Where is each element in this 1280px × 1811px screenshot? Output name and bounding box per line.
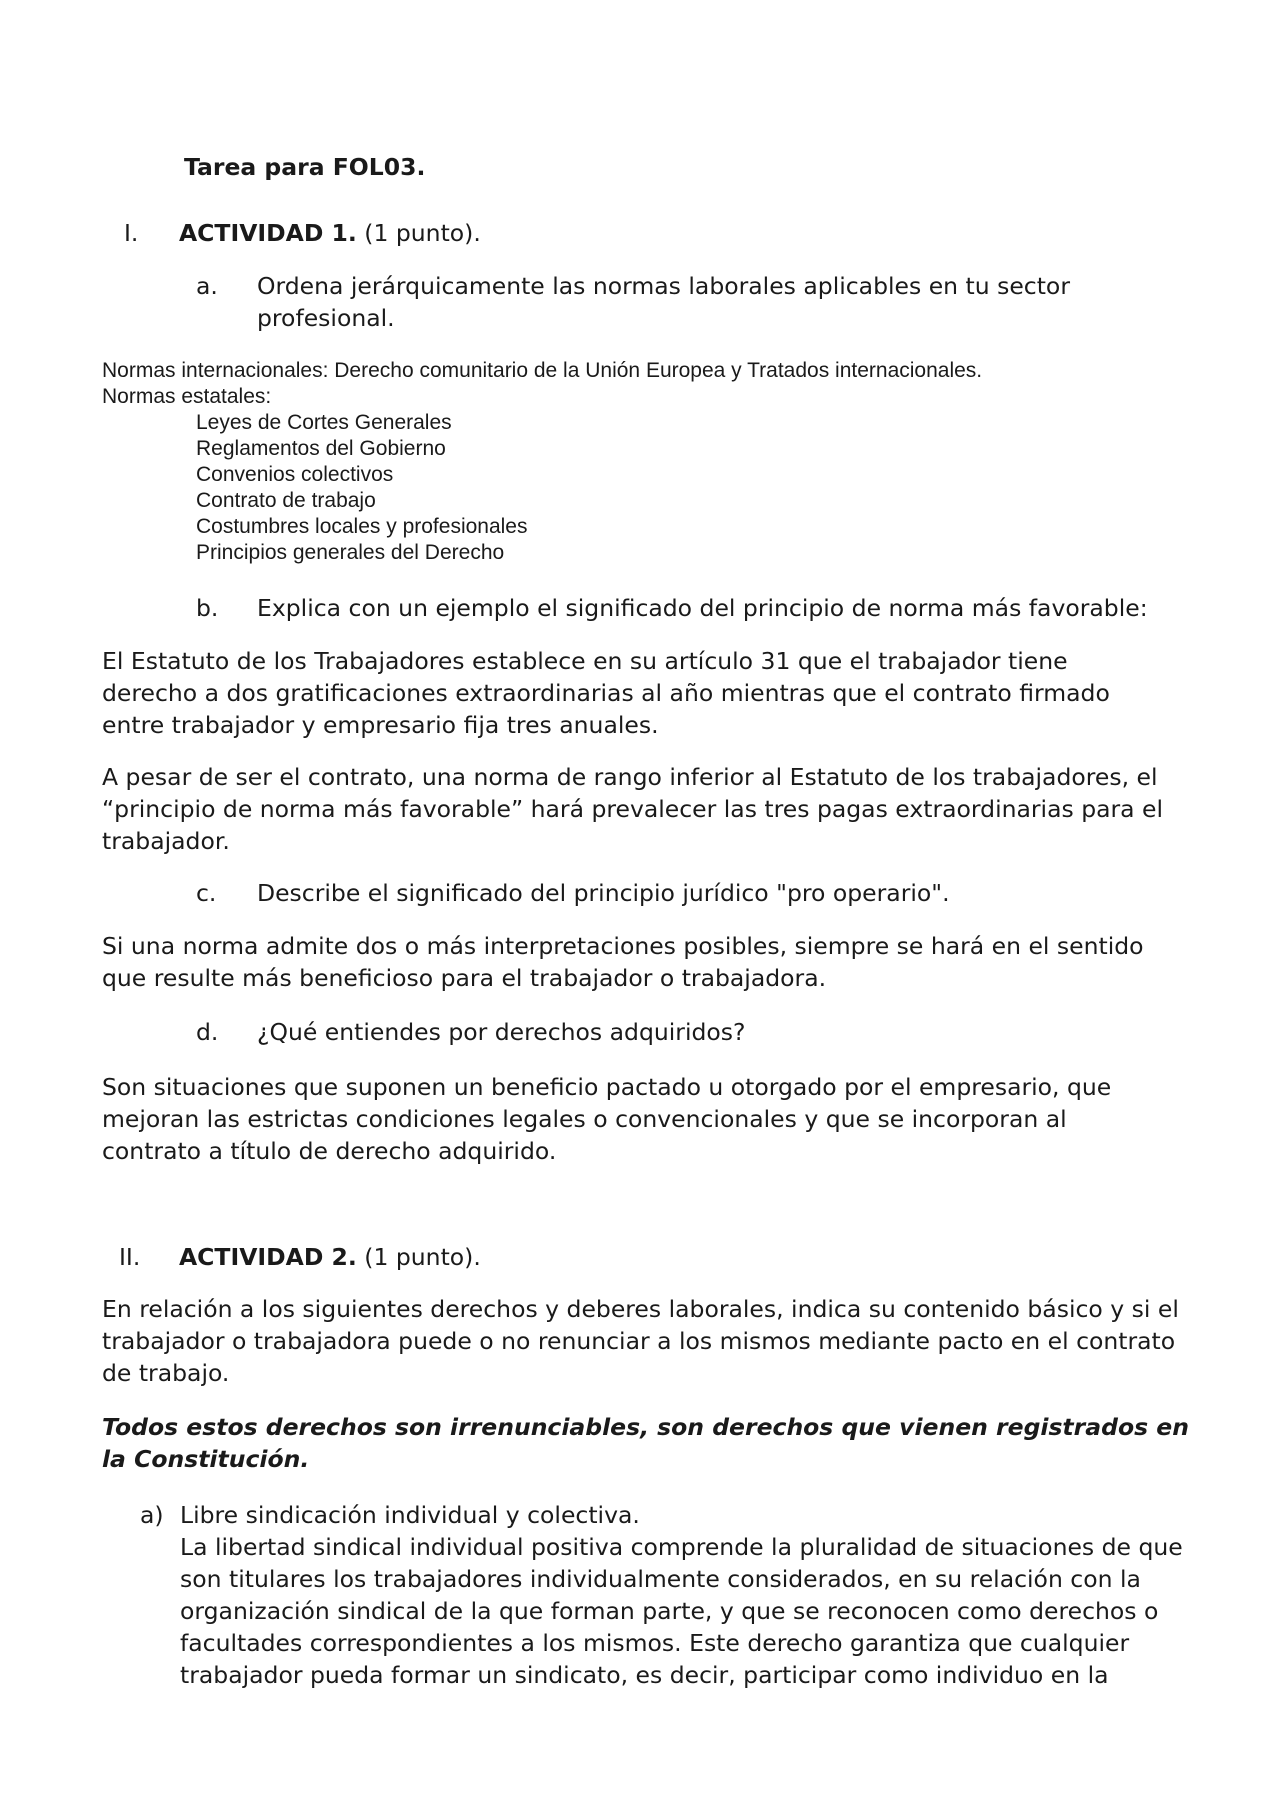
document-title: Tarea para FOL03. [184,153,426,181]
activity1-a-letter: a. [196,272,218,300]
activity2-heading [179,1241,481,1273]
state-item: Reglamentos del Gobierno [196,437,446,460]
activity1-d-question: ¿Qué entiendes por derechos adquiridos? [257,1018,746,1046]
activity2-heading-rest: (1 punto). [356,1243,481,1271]
activity2-item-a-text: La libertad sindical individual positiva comprende la pluralidad de situaciones de que son titulares los trabajadores individualmente considerados, en su relación con la organización sindical de la que forman parte, y que se reconocen como derechos o facultades correspondientes a los mismos. Este derecho garantiza que cualquier trabajador pueda formar un sindicato, es decir, participar como individuo en la [180,1533,1183,1689]
activity1-b-question: Explica con un ejemplo el significado del principio de norma más favorable: [257,594,1148,622]
activity1-b-answer1: El Estatuto de los Trabajadores establece en su artículo 31 que el trabajador tiene derecho a dos gratificaciones extraordinarias al año mientras que el contrato firmado entre trabajador y empresario fija tres anuales. [102,647,1110,739]
activity1-d-letter: d. [196,1018,219,1046]
activity1-c-answer: Si una norma admite dos o más interpretaciones posibles, siempre se hará en el sentido que resulte más beneficioso para el trabajador o trabajadora. [102,932,1144,992]
activity1-b-answer2: A pesar de ser el contrato, una norma de rango inferior al Estatuto de los trabajadores, el “principio de norma más favorable” hará prevalecer las tres pagas extraordinarias para el trabajador. [102,763,1164,855]
activity2-item-a-title: Libre sindicación individual y colectiva. [180,1501,640,1529]
activity2-intro: En relación a los siguientes derechos y deberes laborales, indica su contenido básico y si el trabajador o trabajadora puede o no renunciar a los mismos mediante pacto en el contrato de trabajo. [102,1295,1179,1387]
activity1-b-letter: b. [196,594,219,622]
activity1-d-answer: Son situaciones que suponen un beneficio pactado u otorgado por el empresario, que mejoran las estrictas condiciones legales o convencionales y que se incorporan al contrato a título de derecho adquirido. [102,1073,1112,1165]
activity1-c-question: Describe el significado del principio jurídico "pro operario". [257,879,950,907]
state-item: Leyes de Cortes Generales [196,411,452,434]
state-item: Contrato de trabajo [196,489,376,512]
activity1-a-answer-intl: Normas internacionales: Derecho comunitario de la Unión Europea y Tratados internacionales. [102,359,983,382]
activity2-item-a-marker: a) [140,1501,164,1529]
activity2-heading-bold: ACTIVIDAD 2. [179,1243,357,1271]
activity1-c-letter: c. [196,879,217,907]
activity1-numeral: I. [124,219,139,247]
state-item: Convenios colectivos [196,463,394,486]
activity1-heading-bold: ACTIVIDAD 1. [179,219,357,247]
state-item: Costumbres locales y profesionales [196,515,528,538]
state-item: Principios generales del Derecho [196,541,505,564]
activity1-heading-rest: (1 punto). [356,219,481,247]
activity1-a-question: Ordena jerárquicamente las normas laborales aplicables en tu sector profesional. [257,272,1070,332]
activity1-heading [179,217,481,249]
activity2-emphasis: Todos estos derechos son irrenunciables, son derechos que vienen registrados en la Constitución. [102,1413,1189,1473]
activity2-numeral: II. [119,1243,141,1271]
activity1-a-answer-state: Normas estatales: [102,385,272,408]
